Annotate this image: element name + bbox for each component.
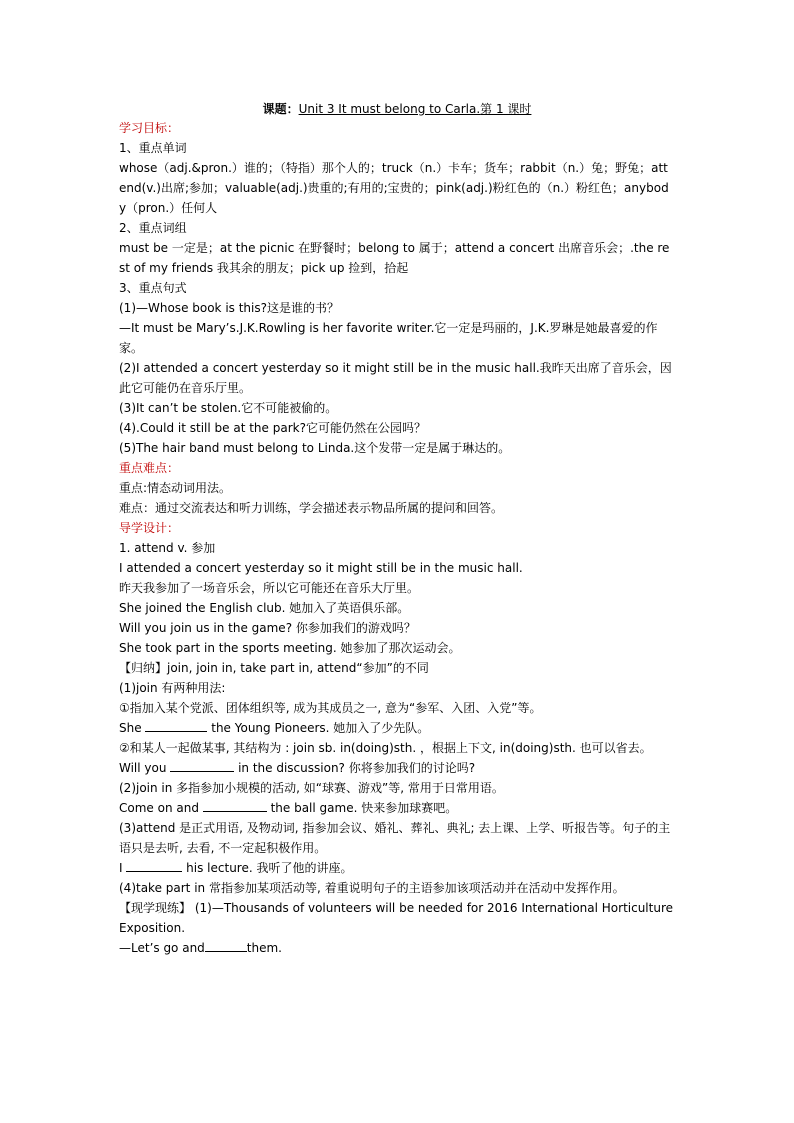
exercise-text: —Let’s go and: [119, 941, 205, 955]
design-line-9: ①指加入某个党派、团体组织等, 成为其成员之一, 意为“参军、入团、入党”等。: [119, 701, 542, 715]
answer-blank[interactable]: [203, 799, 267, 812]
sentence-3: (3)It can’t be stolen.它不可能被偷的。: [119, 401, 338, 415]
title-prefix: 课题：: [262, 102, 299, 116]
sentence-1a: (1)—Whose book is this?这是谁的书？: [119, 301, 339, 315]
title-main: Unit 3 It must belong to Carla.: [298, 102, 481, 116]
design-line-15: (3)attend 是正式用语, 及物动词, 指参加会议、婚礼、葬礼、典礼; 去上课、上学、听报告等。句子的主语只是去听, 去看, 不一定起积极作用。: [119, 821, 671, 855]
design-line-2: I attended a concert yesterday so it might still be in the music hall.: [119, 561, 523, 575]
exercise-text: Come on and: [119, 801, 203, 815]
design-line-14: [119, 798, 675, 818]
objective-words-text: whose（adj.&pron.）谁的；（特指）那个人的；truck（n.）卡车；货车；rabbit（n.）兔；野兔；attend(v.)出席;参加；valuable(adj.)贵重的;有用的;宝贵的；pink(adj.)粉红色的（n.）粉红色；anybody（pron.）任何人: [119, 161, 669, 215]
answer-blank[interactable]: [170, 759, 234, 772]
title-suffix: 第 1 课时: [480, 102, 532, 116]
exercise-text: She: [119, 721, 146, 735]
page-title: [119, 100, 675, 118]
keypoint-1: 重点:情态动词用法。: [119, 481, 232, 495]
design-line-7: 【归纳】join, join in, take part in, attend“参加”的不同: [119, 661, 429, 675]
document-page: [119, 100, 675, 958]
design-line-4: She joined the English club. 她加入了英语俱乐部。: [119, 601, 410, 615]
design-line-13: (2)join in 多指参加小规模的活动, 如“球赛、游戏”等, 常用于日常用语。: [119, 781, 504, 795]
practice-label: 【现学现练】: [119, 901, 192, 915]
exercise-text: the ball game. 快来参加球赛吧。: [266, 801, 458, 815]
sentence-4: (4).Could it still be at the park?它可能仍然在公园吗？: [119, 421, 426, 435]
design-line-10: [119, 718, 675, 738]
objective-heading-words: 1、重点单词: [119, 141, 187, 155]
exercise-text: in the discussion? 你将参加我们的讨论吗?: [234, 761, 476, 775]
objective-phrases-text: must be 一定是；at the picnic 在野餐时；belong to 属于；attend a concert 出席音乐会；.the rest of my friends 我其余的朋友；pick up 捡到，拾起: [119, 241, 670, 275]
design-line-12: [119, 758, 675, 778]
design-line-3: 昨天我参加了一场音乐会，所以它可能还在音乐大厅里。: [119, 581, 420, 595]
design-line-1: 1. attend v. 参加: [119, 541, 216, 555]
keypoint-2: 难点：通过交流表达和听力训练，学会描述表示物品所属的提问和回答。: [119, 501, 504, 515]
exercise-text: Will you: [119, 761, 171, 775]
design-line-18: [119, 898, 675, 938]
exercise-text: his lecture. 我听了他的讲座。: [182, 861, 353, 875]
section-heading-objectives: 学习目标：: [119, 121, 180, 135]
design-line-17: (4)take part in 常指参加某项活动等, 着重说明句子的主语参加该项活动并在活动中发挥作用。: [119, 881, 625, 895]
answer-blank[interactable]: [126, 859, 182, 872]
design-line-6: She took part in the sports meeting. 她参加了那次运动会。: [119, 641, 461, 655]
design-line-16: [119, 858, 675, 878]
sentence-5: (5)The hair band must belong to Linda.这个发带一定是属于琳达的。: [119, 441, 511, 455]
design-line-11: ②和某人一起做某事, 其结构为 : join sb. in(doing)sth. ，根据上下文, in(doing)sth. 也可以省去。: [119, 741, 652, 755]
exercise-text: (1)—Thousands of volunteers will be needed for 2016 International Horticulture Exposition.: [119, 901, 674, 935]
sentence-2: (2)I attended a concert yesterday so it might still be in the music hall.我昨天出席了音乐会，因此它可能仍在音乐厅里。: [119, 361, 672, 395]
answer-blank[interactable]: [145, 719, 207, 732]
design-line-8: (1)join 有两种用法:: [119, 681, 226, 695]
objective-heading-phrases: 2、重点词组: [119, 221, 187, 235]
exercise-text: them.: [246, 941, 282, 955]
design-line-19: [119, 938, 675, 958]
answer-blank[interactable]: [205, 939, 247, 952]
exercise-text: the Young Pioneers. 她加入了少先队。: [207, 721, 430, 735]
design-line-5: Will you join us in the game? 你参加我们的游戏吗？: [119, 621, 416, 635]
objective-heading-sentences: 3、重点句式: [119, 281, 187, 295]
section-heading-design: 导学设计：: [119, 521, 180, 535]
section-heading-keypoints: 重点难点：: [119, 461, 180, 475]
sentence-1b: —It must be Mary’s.J.K.Rowling is her favorite writer.它一定是玛丽的，J.K.罗琳是她最喜爱的作家。: [119, 321, 658, 355]
exercise-text: I: [119, 861, 127, 875]
